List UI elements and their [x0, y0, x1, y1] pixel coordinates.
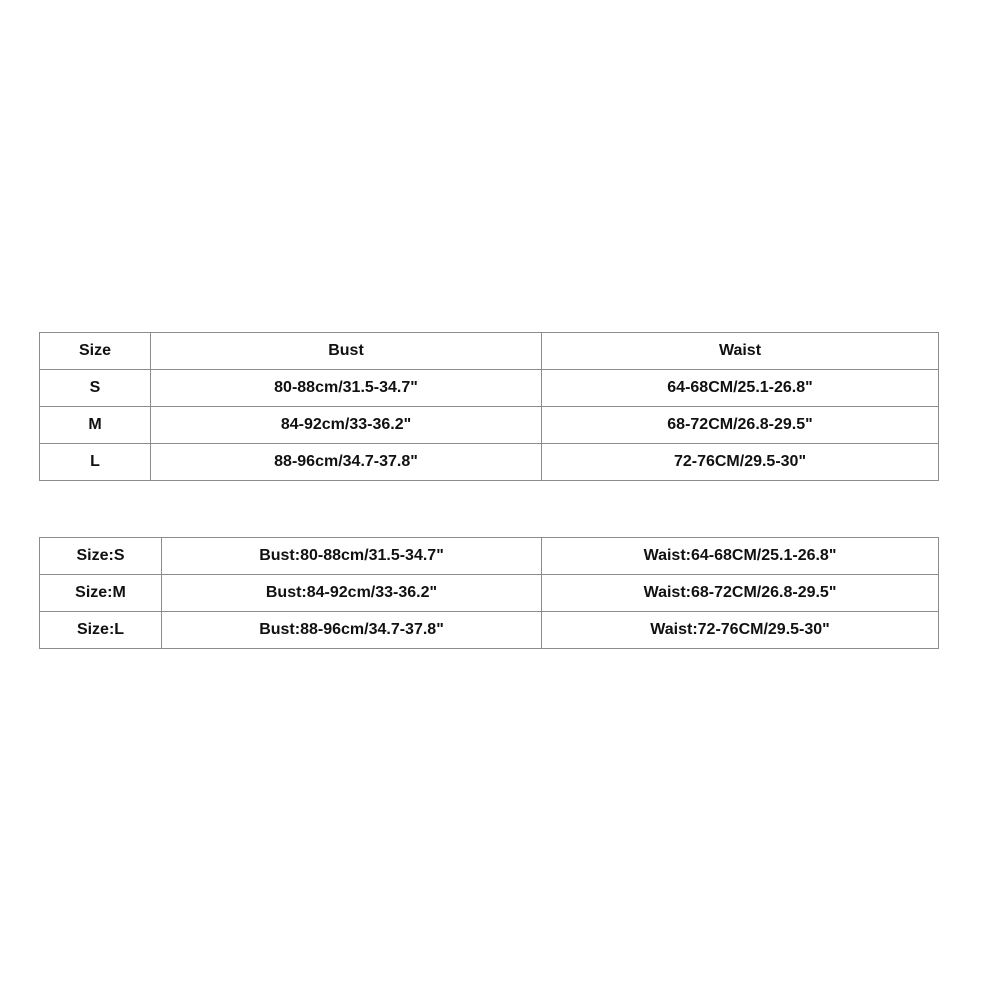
table-row: [40, 538, 939, 575]
waist-cell: 72-76CM/29.5-30": [542, 444, 939, 481]
bust-cell: 84-92cm/33-36.2": [151, 407, 542, 444]
waist-cell: Waist:72-76CM/29.5-30": [542, 612, 939, 649]
waist-cell: Waist:68-72CM/26.8-29.5": [542, 575, 939, 612]
size-chart-table: [39, 332, 939, 481]
table-header-row: [40, 333, 939, 370]
waist-cell: 64-68CM/25.1-26.8": [542, 370, 939, 407]
size-cell: L: [40, 444, 151, 481]
size-cell: M: [40, 407, 151, 444]
bust-cell: Bust:80-88cm/31.5-34.7": [162, 538, 542, 575]
size-cell: S: [40, 370, 151, 407]
waist-cell: 68-72CM/26.8-29.5": [542, 407, 939, 444]
size-cell: Size:L: [40, 612, 162, 649]
bust-cell: Bust:88-96cm/34.7-37.8": [162, 612, 542, 649]
size-cell: Size:M: [40, 575, 162, 612]
header-size: Size: [40, 333, 151, 370]
header-waist: Waist: [542, 333, 939, 370]
table-row: [40, 407, 939, 444]
table-row: [40, 370, 939, 407]
size-summary-table: [39, 537, 939, 649]
size-cell: Size:S: [40, 538, 162, 575]
header-bust: Bust: [151, 333, 542, 370]
bust-cell: Bust:84-92cm/33-36.2": [162, 575, 542, 612]
waist-cell: Waist:64-68CM/25.1-26.8": [542, 538, 939, 575]
table-row: [40, 444, 939, 481]
table-row: [40, 612, 939, 649]
bust-cell: 88-96cm/34.7-37.8": [151, 444, 542, 481]
table-row: [40, 575, 939, 612]
bust-cell: 80-88cm/31.5-34.7": [151, 370, 542, 407]
